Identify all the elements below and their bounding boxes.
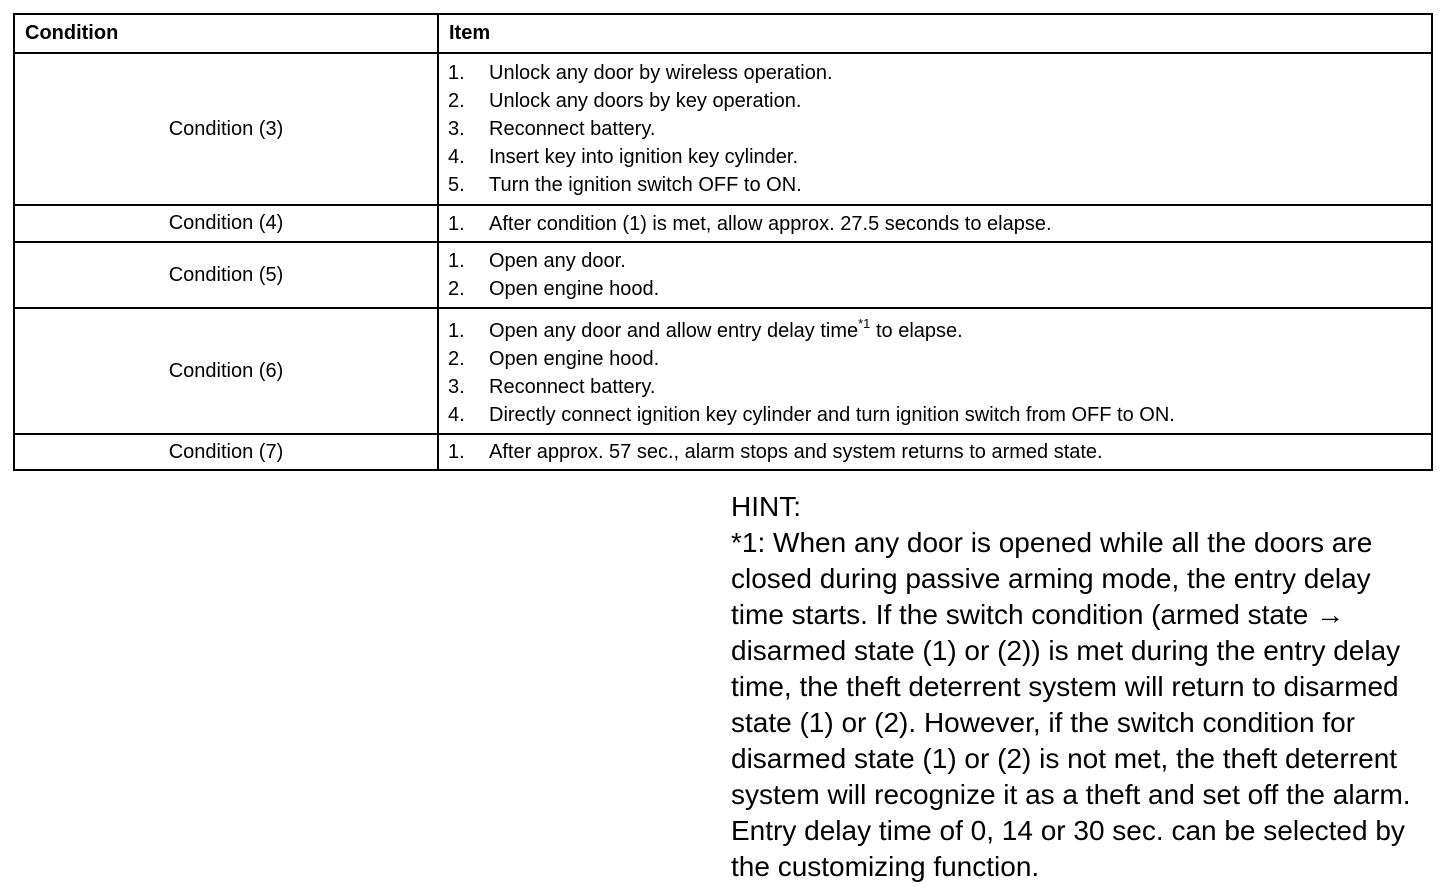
list-item [439,115,1431,143]
item-cell [438,242,1432,308]
item-number: 1. [448,250,465,272]
item-text: Insert key into ignition key cylinder. [489,146,799,168]
item-number: 1. [448,62,465,84]
item-text: After approx. 57 sec., alarm stops and system returns to armed state. [489,441,1103,463]
item-number: 2. [448,90,465,112]
list-item [439,59,1431,87]
list-item [439,345,1431,373]
list-item [439,373,1431,401]
hint-title: HINT: [731,491,801,522]
condition-cell: Condition (3) [14,53,438,205]
item-cell [438,434,1432,470]
list-item [439,438,1431,466]
item-text: Open engine hood. [489,348,660,370]
item-list [439,54,1431,204]
item-list [439,207,1431,241]
list-item [439,401,1431,429]
condition-cell: Condition (4) [14,205,438,242]
list-item [439,317,1431,345]
condition-item-table [13,13,1433,471]
item-text: Open engine hood. [489,278,660,300]
item-text: Directly connect ignition key cylinder and turn ignition switch from OFF to ON. [489,404,1175,426]
condition-cell: Condition (7) [14,434,438,470]
item-list [439,243,1431,307]
condition-cell: Condition (5) [14,242,438,308]
item-text: Reconnect battery. [489,376,656,398]
item-text: Unlock any door by wireless operation. [489,62,833,84]
list-item [439,87,1431,115]
item-text-after: to elapse. [870,320,963,342]
item-list [439,309,1431,433]
table-row [14,434,1432,470]
list-item [439,143,1431,171]
item-cell [438,308,1432,434]
list-item [439,210,1431,238]
header-item: Item [438,14,1432,53]
table-row [14,242,1432,308]
item-number: 2. [448,348,465,370]
item-number: 3. [448,118,465,140]
list-item [439,171,1431,199]
table-header-row [14,14,1432,53]
item-number: 1. [448,441,465,463]
footnote-marker: *1 [858,316,871,331]
item-cell [438,53,1432,205]
table-row [14,205,1432,242]
table-row [14,53,1432,205]
item-list [439,435,1431,469]
item-number: 1. [448,320,465,342]
item-text: Unlock any doors by key operation. [489,90,802,112]
item-text: Reconnect battery. [489,118,656,140]
condition-cell: Condition (6) [14,308,438,434]
header-condition: Condition [14,14,438,53]
list-item [439,275,1431,303]
item-number: 4. [448,146,465,168]
item-text: Open any door. [489,250,626,272]
item-number: 2. [448,278,465,300]
item-cell [438,205,1432,242]
hint-body: *1: When any door is opened while all the doors are closed during passive arming mode, the entry delay time starts. If the switch condition (armed state → disarmed state (1) or (2)) is met during the entry delay time, the theft deterrent system will return to disarmed state (1) or (2). However, if the switch condition for disarmed state (1) or (2) is not met, the theft deterrent system will recognize it as a theft and set off the alarm. Entry delay time of 0, 14 or 30 sec. can be selected by the customizing function. [731,527,1411,882]
item-text: After condition (1) is met, allow approx. 27.5 seconds to elapse. [489,212,1052,235]
item-text: Open any door and allow entry delay time [489,320,859,342]
item-number: 1. [448,212,465,235]
item-number: 5. [448,174,465,196]
list-item [439,247,1431,275]
hint-note [731,489,1431,885]
table-row [14,308,1432,434]
item-number: 4. [448,404,465,426]
item-text: Turn the ignition switch OFF to ON. [489,174,802,196]
item-number: 3. [448,376,465,398]
